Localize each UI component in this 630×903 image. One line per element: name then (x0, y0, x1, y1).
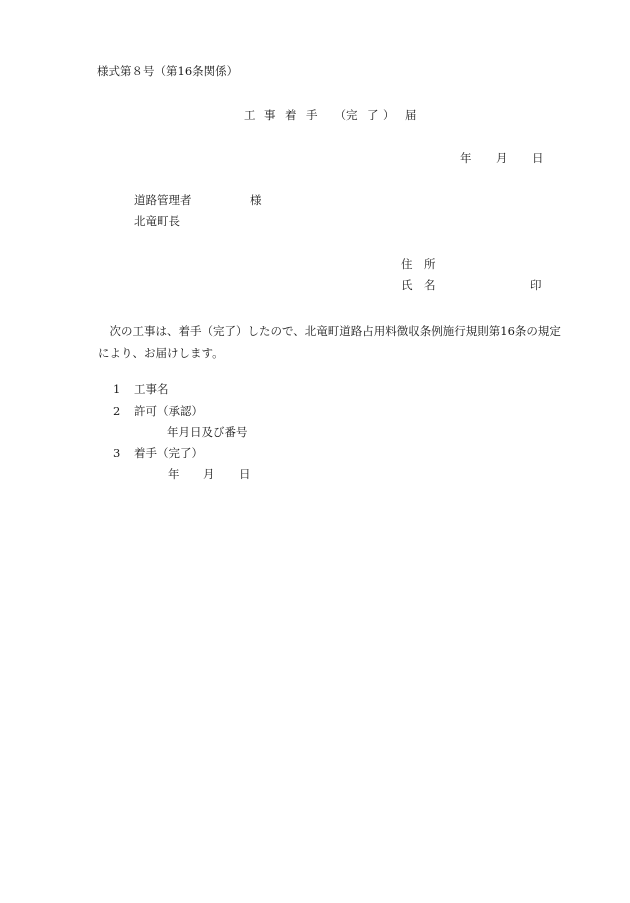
date-day-label: 日 (532, 151, 544, 165)
title-char: （ (334, 108, 346, 122)
item-label-permit: 許可（承認） (134, 404, 203, 418)
item-label-construction-name: 工事名 (134, 382, 169, 396)
addressee-mayor: 北竜町長 (134, 214, 180, 228)
addressee-title: 道路管理者 (134, 193, 192, 207)
address-label: 住 所 (401, 257, 436, 271)
date-month-label: 月 (203, 467, 215, 481)
title-char: 工 (244, 108, 256, 122)
start-completion-date (168, 469, 251, 481)
seal-mark: 印 (530, 278, 542, 292)
submission-date (460, 153, 544, 165)
date-year-label: 年 (168, 467, 180, 481)
title-char: 手 (306, 108, 318, 122)
title-char: 事 (264, 108, 276, 122)
item-number: 2 (113, 404, 121, 418)
item-sublabel-permit-date-number: 年月日及び番号 (167, 425, 248, 439)
title-char: ） (383, 108, 395, 122)
form-title (244, 110, 417, 122)
item-number: 3 (113, 446, 121, 460)
body-paragraph: 次の工事は、着手（完了）したので、北竜町道路占用料徴収条例施行規則第16条の規定により、お届けします。 (98, 324, 561, 360)
form-number: 様式第８号（第16条関係） (97, 64, 239, 78)
item-label-start-completion: 着手（完了） (134, 446, 203, 460)
item-number: 1 (113, 382, 121, 396)
name-label: 氏 名 (401, 278, 436, 292)
date-month-label: 月 (496, 151, 508, 165)
title-char: 届 (405, 108, 417, 122)
title-char: 完 (346, 108, 358, 122)
date-year-label: 年 (460, 151, 472, 165)
addressee-honorific: 様 (250, 193, 262, 207)
title-char: 着 (285, 108, 297, 122)
date-day-label: 日 (239, 467, 251, 481)
title-char: 了 (367, 108, 379, 122)
